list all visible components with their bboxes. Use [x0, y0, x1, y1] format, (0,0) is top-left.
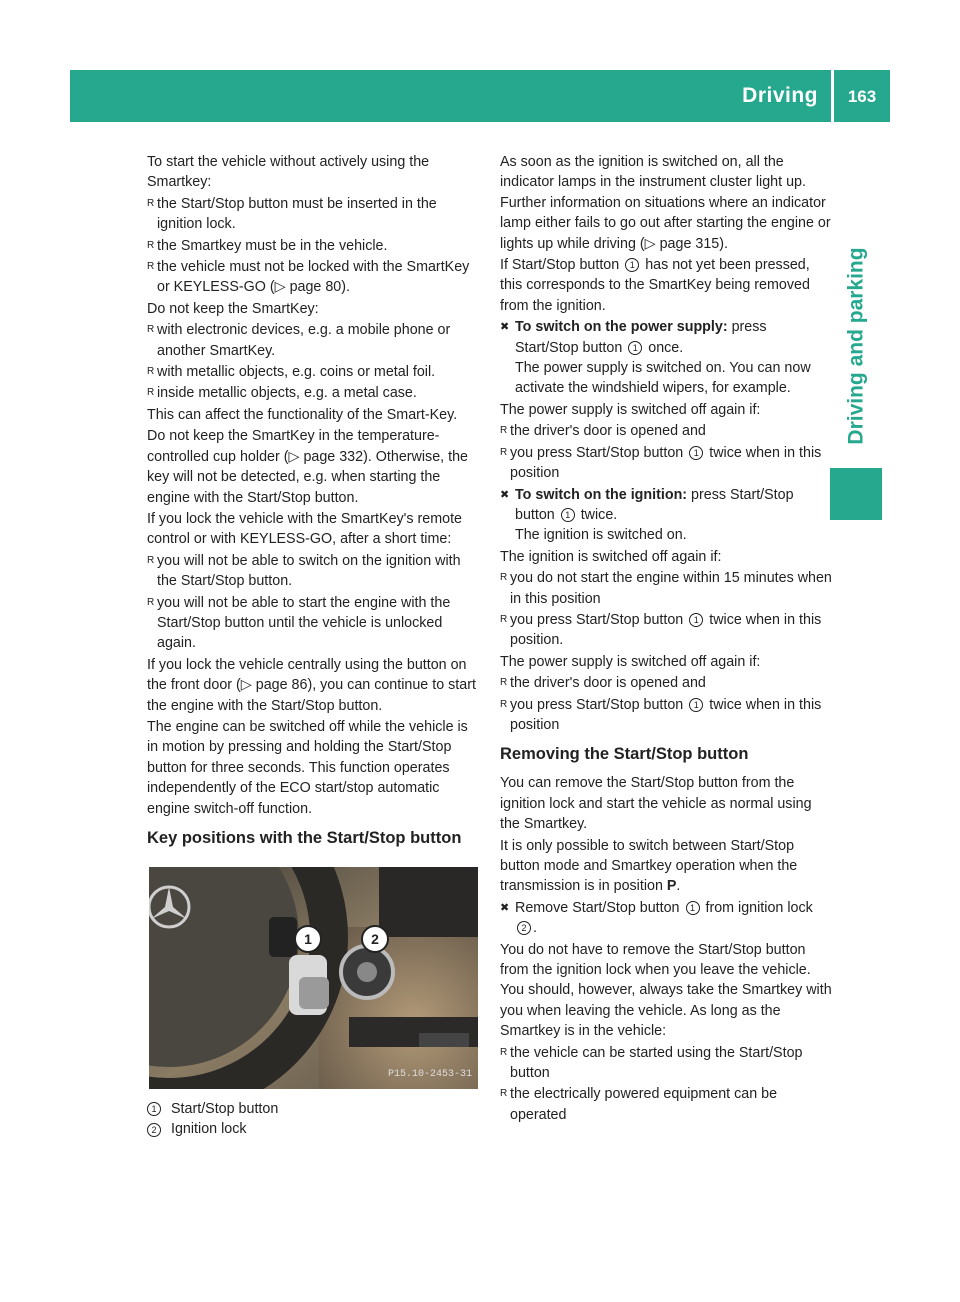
- paragraph: You can remove the Start/Stop button from the ignition lock and start the vehicle as normal using the Smartkey.: [500, 775, 812, 833]
- page-reference[interactable]: page 80: [289, 279, 342, 296]
- number-circle-icon: 1: [147, 1102, 161, 1116]
- page-reference[interactable]: page 315: [659, 235, 720, 252]
- list-item: R the electrically powered equipment can be operated: [500, 1084, 833, 1125]
- bullet-icon: R: [500, 1046, 508, 1058]
- number-circle-icon: 1: [686, 901, 700, 915]
- number-circle-icon: 1: [689, 613, 703, 627]
- number-circle-icon: 1: [689, 698, 703, 712]
- action-step: ✖ To switch on the ignition: press Start/Stop button 1 twice. The ignition is switched on.: [500, 485, 833, 546]
- chapter-tab: [832, 246, 882, 446]
- bullet-icon: R: [147, 366, 155, 378]
- paragraph: This can affect the functionality of the Smart-Key.: [147, 406, 458, 423]
- legend-item: 2 Ignition lock: [147, 1119, 480, 1139]
- action-step: ✖ To switch on the power supply: press Start/Stop button 1 once. The power supply is switched on. You can now activate the windshield wipers, for example.: [500, 317, 833, 399]
- chapter-marker: [830, 468, 882, 520]
- number-circle-icon: 1: [628, 341, 642, 355]
- list-item: R you press Start/Stop button 1 twice when in this position: [500, 695, 833, 736]
- bullet-icon: R: [500, 613, 508, 625]
- page-reference[interactable]: page 86: [255, 677, 308, 694]
- legend-item: 1 Start/Stop button: [147, 1099, 480, 1119]
- bullet-icon: R: [500, 677, 508, 689]
- right-column: [500, 152, 833, 1126]
- number-circle-icon: 2: [517, 921, 531, 935]
- bullet-icon: R: [147, 596, 155, 608]
- list-item: R the Smartkey must be in the vehicle.: [147, 236, 480, 256]
- bullet-icon: R: [500, 1088, 508, 1100]
- action-arrow-icon: ✖: [500, 488, 510, 501]
- number-circle-icon: 2: [147, 1123, 161, 1137]
- number-circle-icon: 1: [625, 258, 639, 272]
- bullet-icon: R: [500, 425, 508, 437]
- list-item: R you press Start/Stop button 1 twice when in this position.: [500, 610, 833, 651]
- bullet-icon: R: [147, 324, 155, 336]
- paragraph: It is only possible to switch between Start/Stop button mode and Smartkey operation when the transmission is in position P.: [500, 837, 798, 895]
- paragraph: Do not keep the SmartKey in the temperature-controlled cup holder (▷ page 332). Otherwise, the key will not be detected, e.g. when starting the engine with the Start/Stop button.: [147, 428, 468, 506]
- photo-illustration: [149, 867, 478, 1089]
- section-heading: Key positions with the Start/Stop button: [147, 829, 462, 847]
- section-heading: Removing the Start/Stop button: [500, 745, 749, 764]
- list-item: R you will not be able to switch on the ignition with the Start/Stop button.: [147, 551, 480, 592]
- paragraph: The engine can be switched off while the vehicle is in motion by pressing and holding the Start/Stop button for three seconds. This function operates independently of the ECO start/stop automatic engine switch-off function.: [147, 718, 468, 817]
- bullet-icon: R: [147, 387, 155, 399]
- paragraph: The power supply is switched off again if:: [500, 653, 761, 670]
- list-item: R the vehicle can be started using the Start/Stop button: [500, 1043, 833, 1084]
- list-item: R inside metallic objects, e.g. a metal case.: [147, 383, 480, 403]
- paragraph: The ignition is switched off again if:: [500, 548, 722, 565]
- section-title: Driving: [742, 84, 818, 107]
- page-ref-icon: ▷: [288, 448, 300, 465]
- list-item: R you press Start/Stop button 1 twice when in this position: [500, 443, 833, 484]
- bullet-icon: R: [500, 446, 508, 458]
- paragraph: As soon as the ignition is switched on, all the indicator lamps in the instrument cluster light up. Further information on situations where an indicator lamp either fails to go out after starting the engine or lights up while driving (▷ page 315).: [500, 154, 831, 252]
- list-item: R you do not start the engine within 15 minutes when in this position: [500, 568, 833, 609]
- action-arrow-icon: ✖: [500, 901, 510, 914]
- number-circle-icon: 1: [689, 446, 703, 460]
- action-arrow-icon: ✖: [500, 321, 510, 334]
- page-header: [70, 70, 890, 122]
- chapter-tab-label: Driving and parking: [845, 247, 869, 445]
- steering-wheel-photo: [149, 867, 478, 1089]
- list-item: R with metallic objects, e.g. coins or metal foil.: [147, 362, 480, 382]
- bullet-icon: R: [500, 698, 508, 710]
- page-number: 163: [847, 87, 877, 106]
- paragraph: The power supply is switched off again if:: [500, 401, 761, 418]
- header-divider: [831, 70, 834, 122]
- number-circle-icon: 1: [561, 508, 575, 522]
- bullet-icon: R: [147, 261, 155, 273]
- paragraph: If you lock the vehicle centrally using the button on the front door (▷ page 86), you can continue to start the engine with the Start/Stop button.: [147, 656, 476, 714]
- bullet-icon: R: [500, 572, 508, 584]
- paragraph: To start the vehicle without actively using the Smartkey:: [147, 154, 430, 191]
- list-item: R you will not be able to start the engine with the Start/Stop button until the vehicle is unlocked again.: [147, 593, 480, 654]
- figure-code: P15.10-2453-31: [387, 1068, 472, 1080]
- list-item: R the Start/Stop button must be inserted in the ignition lock.: [147, 194, 480, 235]
- action-step: ✖ Remove Start/Stop button 1 from ignition lock 2 .: [500, 898, 833, 939]
- paragraph: Do not keep the SmartKey:: [147, 300, 319, 317]
- page-ref-icon: ▷: [274, 279, 286, 296]
- paragraph: If you lock the vehicle with the SmartKey's remote control or with KEYLESS-GO, after a short time:: [147, 510, 463, 548]
- page-ref-icon: ▷: [644, 235, 656, 252]
- page-ref-icon: ▷: [240, 677, 252, 694]
- bullet-icon: R: [147, 239, 155, 251]
- paragraph: You do not have to remove the Start/Stop button from the ignition lock when you leave the vehicle. You should, however, always take the Smartkey with you when leaving the vehicle. As long as the Smartkey is in the vehicle:: [500, 941, 832, 1040]
- paragraph: If Start/Stop button 1 has not yet been pressed, this corresponds to the SmartKey being removed from the ignition.: [500, 257, 810, 314]
- page-reference[interactable]: page 332: [303, 448, 364, 465]
- callout-2: 2: [361, 925, 389, 953]
- left-column: [147, 152, 480, 1140]
- list-item: R the driver's door is opened and: [500, 421, 833, 441]
- list-item: R with electronic devices, e.g. a mobile phone or another SmartKey.: [147, 320, 480, 361]
- bullet-icon: R: [147, 197, 155, 209]
- callout-1: 1: [294, 925, 322, 953]
- list-item: R the vehicle must not be locked with the SmartKey or KEYLESS-GO (▷ page 80).: [147, 257, 480, 298]
- list-item: R the driver's door is opened and: [500, 673, 833, 693]
- bullet-icon: R: [147, 554, 155, 566]
